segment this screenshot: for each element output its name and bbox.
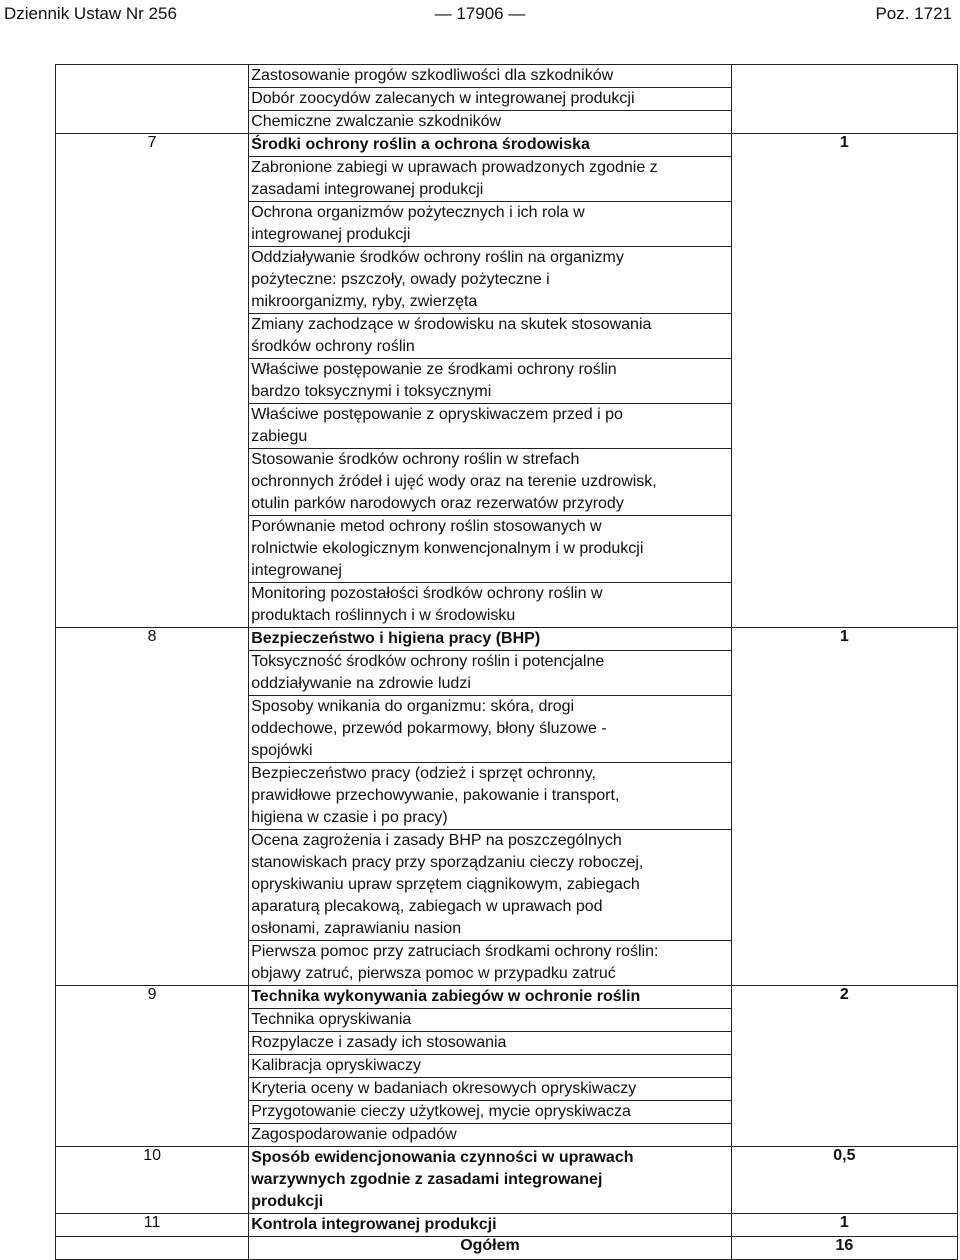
- topic-cell: [249, 1147, 732, 1214]
- topic-line: Kryteria oceny w badaniach okresowych opryskiwaczy: [251, 1080, 637, 1097]
- topic-line: Technika opryskiwania: [251, 1011, 412, 1028]
- topic-item: [249, 1078, 731, 1101]
- topic-line: otulin parków narodowych oraz rezerwatów przyrody: [251, 495, 624, 512]
- topic-line: Bezpieczeństwo i higiena pracy (BHP): [251, 630, 541, 647]
- topic-line: aparaturą plecakową, zabiegach w uprawach pod: [251, 898, 603, 915]
- topic-line: bardzo toksycznymi i toksycznymi: [251, 383, 492, 400]
- topic-line: zabiegu: [251, 428, 308, 445]
- topic-line: produkcji: [251, 1193, 324, 1210]
- position-number: Poz. 1721: [875, 4, 952, 23]
- topic-line: warzywnych zgodnie z zasadami integrowanej: [251, 1171, 603, 1188]
- total-hours: 16: [731, 1237, 957, 1260]
- hours-count: 1: [731, 134, 957, 628]
- section-number: 8: [56, 628, 249, 986]
- topic-line: Kalibracja opryskiwaczy: [251, 1057, 422, 1074]
- topic-line: stanowiskach pracy przy sporządzaniu cieczy roboczej,: [251, 854, 644, 871]
- topic-line: Właściwe postępowanie ze środkami ochrony roślin: [251, 361, 617, 378]
- section-number: 7: [56, 134, 249, 628]
- topic-item: [249, 830, 731, 941]
- topic-line: Zastosowanie progów szkodliwości dla szkodników: [251, 67, 614, 84]
- topic-line: Zagospodarowanie odpadów: [251, 1126, 457, 1143]
- section-number: 9: [56, 986, 249, 1147]
- hours-count: 0,5: [731, 1147, 957, 1214]
- topic-line: Stosowanie środków ochrony roślin w strefach: [251, 451, 580, 468]
- topic-line: pożyteczne: pszczoły, owady pożyteczne i: [251, 271, 550, 288]
- topic-line: higiena w czasie i po pracy): [251, 809, 448, 826]
- topic-line: Oddziaływanie środków ochrony roślin na organizmy: [251, 249, 624, 266]
- topic-line: osłonami, zaprawianiu nasion: [251, 920, 462, 937]
- topic-line: Zmiany zachodzące w środowisku na skutek stosowania: [251, 316, 652, 333]
- topic-line: Rozpylacze i zasady ich stosowania: [251, 1034, 507, 1051]
- topic-item: [249, 941, 731, 985]
- topic-line: Chemiczne zwalczanie szkodników: [251, 113, 502, 130]
- topic-line: opryskiwaniu upraw sprzętem ciągnikowym, zabiegach: [251, 876, 640, 893]
- topic-line: Ochrona organizmów pożytecznych i ich rola w: [251, 204, 585, 221]
- topic-cell: [249, 134, 732, 628]
- topic-cell: [249, 986, 732, 1147]
- topic-item: [249, 247, 731, 314]
- topic-line: Dobór zoocydów zalecanych w integrowanej produkcji: [251, 90, 635, 107]
- journal-title: Dziennik Ustaw Nr 256: [4, 4, 177, 23]
- hours-count: 1: [731, 1214, 957, 1237]
- topic-item: [249, 314, 731, 359]
- table-row: [56, 134, 958, 628]
- topic-line: objawy zatruć, pierwsza pomoc w przypadku zatruć: [251, 965, 616, 982]
- topic-item: [249, 449, 731, 516]
- topic-line: spojówki: [251, 742, 313, 759]
- table-row: [56, 1147, 958, 1214]
- topic-item: [249, 157, 731, 202]
- topic-item: [249, 651, 731, 696]
- section-heading: [249, 1147, 731, 1213]
- topic-line: prawidłowe przechowywanie, pakowanie i transport,: [251, 787, 620, 804]
- topic-item: [249, 763, 731, 830]
- topic-item: [249, 202, 731, 247]
- topic-item: [249, 583, 731, 627]
- section-number: 11: [56, 1214, 249, 1237]
- topic-line: rolnictwie ekologicznym konwencjonalnym i w produkcji: [251, 540, 644, 557]
- topic-line: Pierwsza pomoc przy zatruciach środkami ochrony roślin:: [251, 943, 659, 960]
- topic-line: Kontrola integrowanej produkcji: [251, 1216, 497, 1233]
- topic-line: Sposób ewidencjonowania czynności w uprawach: [251, 1149, 634, 1166]
- total-row: [56, 1237, 958, 1260]
- table-row: [56, 1214, 958, 1237]
- hours-count: 2: [731, 986, 957, 1147]
- total-empty-cell: [56, 1237, 249, 1260]
- table-row: [56, 628, 958, 986]
- table-row: [56, 65, 958, 134]
- topic-item: [249, 1101, 731, 1124]
- topic-line: Zabronione zabiegi w uprawach prowadzonych zgodnie z: [251, 159, 658, 176]
- topic-line: Właściwe postępowanie z opryskiwaczem przed i po: [251, 406, 623, 423]
- topic-line: oddziaływanie na zdrowie ludzi: [251, 675, 471, 692]
- topic-cell: [249, 1214, 732, 1237]
- topic-line: integrowanej produkcji: [251, 226, 411, 243]
- section-number: 10: [56, 1147, 249, 1214]
- section-number: [56, 65, 249, 134]
- topic-line: Technika wykonywania zabiegów w ochronie roślin: [251, 988, 641, 1005]
- topic-item: [249, 65, 731, 88]
- topic-item: [249, 359, 731, 404]
- topic-line: Ocena zagrożenia i zasady BHP na poszczególnych: [251, 832, 622, 849]
- page-header: [0, 0, 960, 28]
- total-label: Ogółem: [249, 1237, 732, 1260]
- topic-line: integrowanej: [251, 562, 342, 579]
- curriculum-table: [55, 64, 958, 1260]
- topic-line: Środki ochrony roślin a ochrona środowiska: [251, 136, 590, 153]
- topic-line: Porównanie metod ochrony roślin stosowanych w: [251, 518, 602, 535]
- topic-item: [249, 1009, 731, 1032]
- topic-item: [249, 1032, 731, 1055]
- section-heading: [249, 628, 731, 651]
- topic-line: zasadami integrowanej produkcji: [251, 181, 484, 198]
- section-heading: [249, 134, 731, 157]
- topic-item: [249, 1124, 731, 1146]
- section-heading: [249, 986, 731, 1009]
- topic-item: [249, 516, 731, 583]
- topic-cell: [249, 65, 732, 134]
- topic-cell: [249, 628, 732, 986]
- topic-line: produktach roślinnych i w środowisku: [251, 607, 516, 624]
- topic-line: środków ochrony roślin: [251, 338, 415, 355]
- topic-item: [249, 696, 731, 763]
- hours-count: [731, 65, 957, 134]
- topic-item: [249, 404, 731, 449]
- hours-count: 1: [731, 628, 957, 986]
- topic-line: Toksyczność środków ochrony roślin i potencjalne: [251, 653, 605, 670]
- table-row: [56, 986, 958, 1147]
- topic-item: [249, 111, 731, 133]
- topic-line: Bezpieczeństwo pracy (odzież i sprzęt ochronny,: [251, 765, 596, 782]
- topic-line: oddechowe, przewód pokarmowy, błony śluzowe -: [251, 720, 607, 737]
- topic-line: ochronnych źródeł i ujęć wody oraz na terenie uzdrowisk,: [251, 473, 657, 490]
- topic-line: mikroorganizmy, ryby, zwierzęta: [251, 293, 478, 310]
- section-heading: [249, 1214, 731, 1236]
- topic-item: [249, 88, 731, 111]
- topic-line: Przygotowanie cieczy użytkowej, mycie opryskiwacza: [251, 1103, 631, 1120]
- topic-line: Monitoring pozostałości środków ochrony roślin w: [251, 585, 603, 602]
- topic-item: [249, 1055, 731, 1078]
- page-number: — 17906 —: [434, 4, 526, 23]
- topic-line: Sposoby wnikania do organizmu: skóra, drogi: [251, 698, 575, 715]
